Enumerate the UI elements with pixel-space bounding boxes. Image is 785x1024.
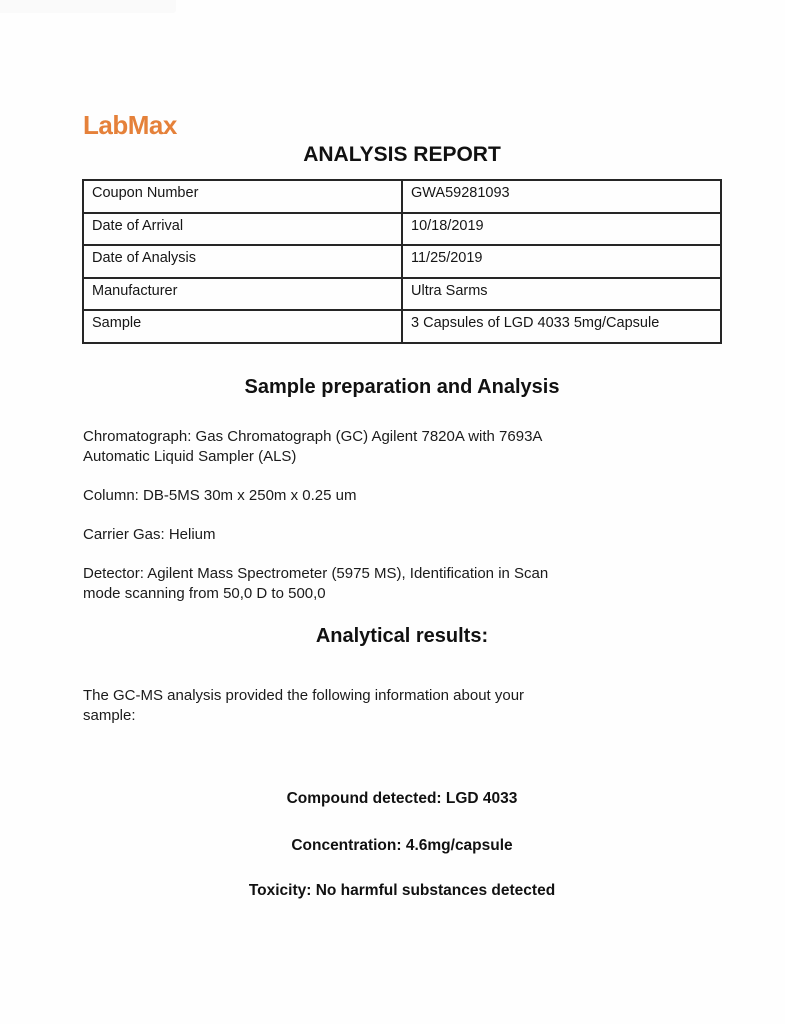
paragraph-column: Column: DB-5MS 30m x 250m x 0.25 um [83, 487, 357, 504]
section-heading-preparation: Sample preparation and Analysis [244, 376, 560, 398]
table-row [83, 245, 721, 278]
row-value: 3 Capsules of LGD 4033 5mg/Capsule [402, 310, 721, 343]
corner-tab-artifact [0, 0, 176, 13]
table-row [83, 180, 721, 213]
row-label: Date of Analysis [83, 245, 402, 278]
paragraph-detector: Detector: Agilent Mass Spectrometer (5975 MS), Identification in Scan mode scanning from 50,0 D to 500,0 [83, 565, 549, 602]
sample-info-table [82, 179, 722, 344]
row-label: Sample [83, 310, 402, 343]
row-value: Ultra Sarms [402, 278, 721, 311]
paragraph-results-intro: The GC-MS analysis provided the following information about your sample: [83, 687, 525, 724]
row-value: 11/25/2019 [402, 245, 721, 278]
section-heading-results: Analytical results: [315, 625, 489, 647]
row-value: 10/18/2019 [402, 213, 721, 246]
labmax-logo: LabMax [83, 110, 177, 140]
table-row [83, 310, 721, 343]
row-label: Date of Arrival [83, 213, 402, 246]
row-label: Coupon Number [83, 180, 402, 213]
row-label: Manufacturer [83, 278, 402, 311]
paragraph-chromatograph: Chromatograph: Gas Chromatograph (GC) Agilent 7820A with 7693A Automatic Liquid Sampler (ALS) [83, 428, 542, 465]
report-title: ANALYSIS REPORT [303, 143, 501, 166]
finding-compound-detected: Compound detected: LGD 4033 [286, 790, 518, 807]
finding-concentration: Concentration: 4.6mg/capsule [291, 837, 513, 854]
row-value: GWA59281093 [402, 180, 721, 213]
table-row [83, 213, 721, 246]
table-row [83, 278, 721, 311]
finding-toxicity: Toxicity: No harmful substances detected [248, 882, 556, 899]
paragraph-carrier-gas: Carrier Gas: Helium [83, 526, 216, 543]
